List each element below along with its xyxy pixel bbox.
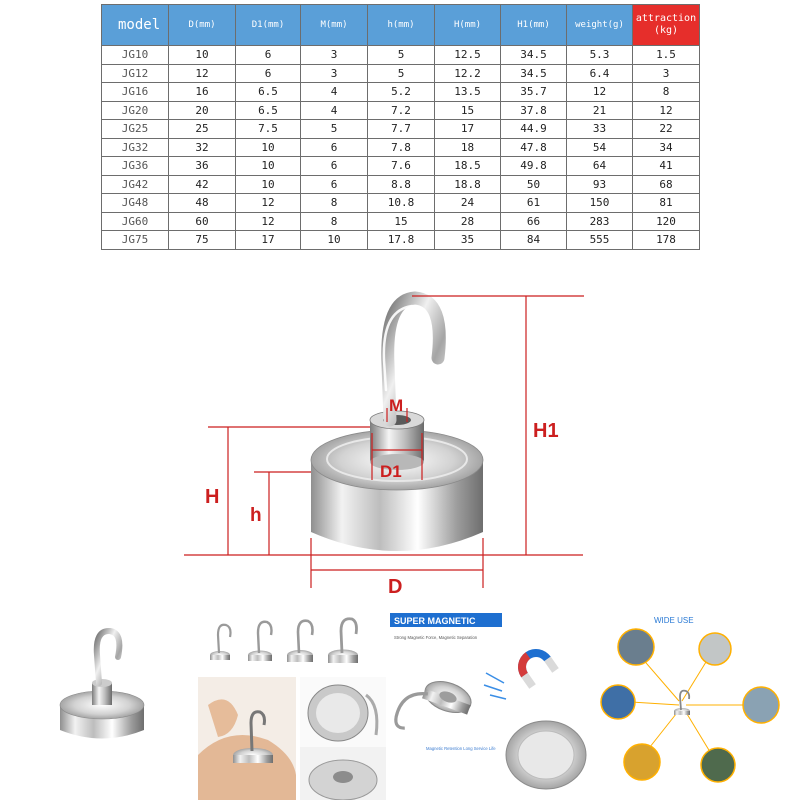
dimension-diagram — [0, 270, 800, 610]
use-case-tools — [601, 685, 635, 719]
spec-cell: 6.5 — [236, 83, 301, 102]
spec-cell: 3 — [633, 64, 700, 83]
spec-cell: 64 — [567, 157, 633, 176]
spec-cell: 47.8 — [501, 138, 567, 157]
use-case-garage — [743, 687, 779, 723]
spec-cell: 12 — [633, 101, 700, 120]
spec-cell: 50 — [501, 175, 567, 194]
four-hooks-row — [210, 619, 358, 663]
spec-cell: 3 — [301, 64, 368, 83]
spec-cell: 68 — [633, 175, 700, 194]
thumbnail-wide-use[interactable] — [594, 605, 800, 800]
spec-cell: 60 — [169, 212, 236, 231]
thumbnail-collage[interactable] — [198, 605, 386, 800]
spec-cell: 22 — [633, 120, 700, 139]
spec-cell: 32 — [169, 138, 236, 157]
spec-cell: 18.8 — [435, 175, 501, 194]
spec-cell: 7.8 — [368, 138, 435, 157]
header-model: model — [102, 5, 169, 46]
spec-cell: 6.4 — [567, 64, 633, 83]
header-attraction-line2: (kg) — [653, 25, 679, 36]
spec-cell: 5.2 — [368, 83, 435, 102]
spec-cell: 5 — [368, 46, 435, 65]
use-case-warehouse — [618, 629, 654, 665]
magnetic-arrows — [484, 673, 506, 699]
spec-cell: 61 — [501, 194, 567, 213]
spec-cell: 4 — [301, 101, 368, 120]
model-cell: JG20 — [102, 101, 169, 120]
spec-cell: 34 — [633, 138, 700, 157]
spec-cell: 49.8 — [501, 157, 567, 176]
thumbnail-super-magnetic-image — [386, 605, 594, 800]
spec-cell: 93 — [567, 175, 633, 194]
spec-cell: 7.5 — [236, 120, 301, 139]
table-row — [102, 64, 700, 83]
spec-cell: 34.5 — [501, 64, 567, 83]
center-hook-icon — [674, 691, 690, 715]
horseshoe-magnet-icon — [511, 642, 559, 689]
header-weight: weight(g) — [567, 5, 633, 46]
thumbnail-wide-use-image — [594, 605, 800, 800]
super-magnetic-line1: Strong Magnetic Force, Magnetic Separation — [394, 635, 478, 640]
table-row — [102, 231, 700, 250]
magnet-bottom-view — [300, 677, 386, 747]
spec-cell: 6 — [301, 157, 368, 176]
spec-cell: 34.5 — [501, 46, 567, 65]
spec-cell: 33 — [567, 120, 633, 139]
spec-cell: 283 — [567, 212, 633, 231]
table-body — [102, 46, 700, 250]
magnet-hook-product — [311, 298, 483, 551]
angled-hook-magnet — [393, 669, 476, 747]
spec-cell: 41 — [633, 157, 700, 176]
thumbnail-super-magnetic[interactable] — [386, 605, 594, 800]
hand-holding-hook — [198, 677, 296, 800]
spec-cell: 12 — [236, 194, 301, 213]
spec-cell: 66 — [501, 212, 567, 231]
spec-cell: 7.6 — [368, 157, 435, 176]
table-header-row — [102, 5, 700, 46]
spec-cell: 15 — [435, 101, 501, 120]
table-crop-edge — [100, 261, 700, 265]
header-m: M(mm) — [301, 5, 368, 46]
model-cell: JG10 — [102, 46, 169, 65]
spec-cell: 16 — [169, 83, 236, 102]
spec-cell: 10 — [169, 46, 236, 65]
spec-cell: 17.8 — [368, 231, 435, 250]
spec-cell: 24 — [435, 194, 501, 213]
label-d1: D1 — [380, 462, 402, 481]
super-magnetic-title: SUPER MAGNETIC — [394, 616, 476, 626]
spec-cell: 8 — [301, 194, 368, 213]
spec-cell: 120 — [633, 212, 700, 231]
label-h: H — [205, 486, 220, 508]
spec-cell: 8.8 — [368, 175, 435, 194]
spec-cell: 12 — [169, 64, 236, 83]
spec-cell: 12.2 — [435, 64, 501, 83]
spec-cell: 84 — [501, 231, 567, 250]
spec-cell: 15 — [368, 212, 435, 231]
label-m: M — [389, 396, 404, 415]
table-row — [102, 83, 700, 102]
model-cell: JG25 — [102, 120, 169, 139]
spec-cell: 6 — [301, 175, 368, 194]
spec-cell: 10 — [301, 231, 368, 250]
spec-cell: 7.2 — [368, 101, 435, 120]
spec-cell: 10 — [236, 175, 301, 194]
spec-cell: 44.9 — [501, 120, 567, 139]
spec-cell: 81 — [633, 194, 700, 213]
magnet-thread-closeup — [300, 747, 386, 800]
spec-cell: 10.8 — [368, 194, 435, 213]
spec-cell: 21 — [567, 101, 633, 120]
model-cell: JG60 — [102, 212, 169, 231]
spec-cell: 17 — [435, 120, 501, 139]
thumbnail-single-hook[interactable] — [0, 605, 198, 800]
spec-cell: 54 — [567, 138, 633, 157]
spec-cell: 3 — [301, 46, 368, 65]
spec-cell: 48 — [169, 194, 236, 213]
spec-cell: 28 — [435, 212, 501, 231]
model-cell: JG32 — [102, 138, 169, 157]
spec-cell: 6 — [236, 46, 301, 65]
spec-cell: 5 — [301, 120, 368, 139]
spec-cell: 18.5 — [435, 157, 501, 176]
table-row — [102, 46, 700, 65]
use-case-kitchen — [699, 633, 731, 665]
model-cell: JG16 — [102, 83, 169, 102]
spec-cell: 8 — [633, 83, 700, 102]
label-h-small: h — [250, 505, 262, 526]
spec-cell: 17 — [236, 231, 301, 250]
spec-cell: 12 — [236, 212, 301, 231]
spec-cell: 4 — [301, 83, 368, 102]
spec-cell: 18 — [435, 138, 501, 157]
spec-cell: 12 — [567, 83, 633, 102]
spec-cell: 5.3 — [567, 46, 633, 65]
header-h: H(mm) — [435, 5, 501, 46]
table-row — [102, 212, 700, 231]
header-h-small: h(mm) — [368, 5, 435, 46]
thumbnail-collage-image — [198, 605, 386, 800]
header-h1: H1(mm) — [501, 5, 567, 46]
spec-cell: 35 — [435, 231, 501, 250]
spec-cell: 35.7 — [501, 83, 567, 102]
header-d: D(mm) — [169, 5, 236, 46]
table-row — [102, 120, 700, 139]
spec-cell: 20 — [169, 101, 236, 120]
spec-cell: 37.8 — [501, 101, 567, 120]
thumbnail-single-hook-image — [0, 605, 198, 800]
spec-cell: 6.5 — [236, 101, 301, 120]
header-d1: D1(mm) — [236, 5, 301, 46]
spec-cell: 10 — [236, 157, 301, 176]
model-cell: JG48 — [102, 194, 169, 213]
spec-cell: 6 — [236, 64, 301, 83]
wide-use-title: WIDE USE — [654, 616, 694, 625]
table-row — [102, 138, 700, 157]
model-cell: JG36 — [102, 157, 169, 176]
spec-cell: 178 — [633, 231, 700, 250]
spec-cell: 1.5 — [633, 46, 700, 65]
label-d: D — [388, 576, 403, 598]
model-cell: JG12 — [102, 64, 169, 83]
spec-cell: 8 — [301, 212, 368, 231]
table-row — [102, 194, 700, 213]
spec-cell: 42 — [169, 175, 236, 194]
table-row — [102, 175, 700, 194]
spec-cell: 6 — [301, 138, 368, 157]
spec-table — [101, 4, 700, 250]
spec-cell: 36 — [169, 157, 236, 176]
model-cell: JG42 — [102, 175, 169, 194]
use-case-fridge — [624, 744, 660, 780]
spec-cell: 555 — [567, 231, 633, 250]
spec-cell: 25 — [169, 120, 236, 139]
spec-cell: 10 — [236, 138, 301, 157]
label-h1: H1 — [533, 420, 559, 442]
header-attraction — [633, 5, 700, 46]
spec-cell: 75 — [169, 231, 236, 250]
table-row — [102, 101, 700, 120]
spec-cell: 13.5 — [435, 83, 501, 102]
super-magnetic-line2: Magnetic Retention Long Service Life — [426, 746, 496, 751]
spec-cell: 12.5 — [435, 46, 501, 65]
use-case-outdoor — [701, 748, 735, 782]
spec-cell: 150 — [567, 194, 633, 213]
header-attraction-line1: attraction — [635, 13, 697, 24]
spec-cell: 5 — [368, 64, 435, 83]
spec-cell: 7.7 — [368, 120, 435, 139]
model-cell: JG75 — [102, 231, 169, 250]
table-row — [102, 157, 700, 176]
